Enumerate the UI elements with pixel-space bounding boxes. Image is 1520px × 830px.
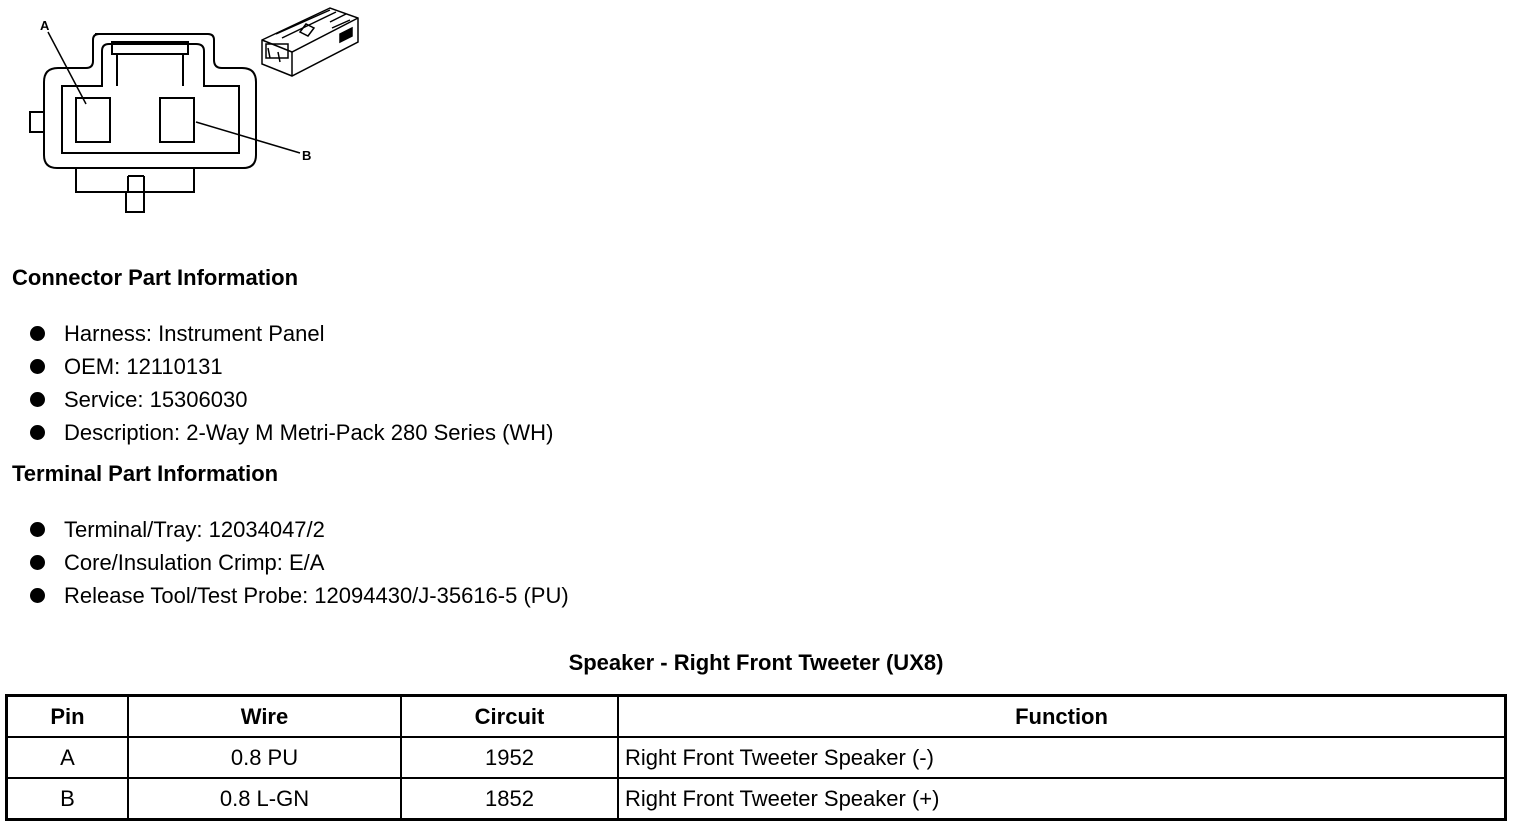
cell-wire: 0.8 L-GN: [128, 778, 401, 820]
list-item: Description: 2-Way M Metri-Pack 280 Series (WH): [28, 416, 553, 449]
callout-a-label: A: [40, 18, 50, 33]
callout-b-leader: [196, 122, 300, 153]
list-item: Release Tool/Test Probe: 12094430/J-35616-5 (PU): [28, 579, 569, 612]
cell-circuit: 1952: [401, 737, 618, 778]
callout-b-label: B: [302, 148, 312, 163]
bullet-icon: [30, 392, 45, 407]
cell-wire: 0.8 PU: [128, 737, 401, 778]
column-header-wire: Wire: [128, 696, 401, 738]
connector-isometric-icon: [262, 8, 358, 76]
cell-pin: B: [7, 778, 129, 820]
cavity-b: [160, 98, 194, 142]
column-header-circuit: Circuit: [401, 696, 618, 738]
table-row: [7, 778, 1506, 820]
bullet-icon: [30, 522, 45, 537]
terminal-info-list: [28, 513, 569, 612]
bullet-icon: [30, 359, 45, 374]
terminal-info-heading: Terminal Part Information: [12, 461, 279, 486]
connector-side-tab: [30, 112, 44, 132]
list-item: OEM: 12110131: [28, 350, 553, 383]
list-item: Core/Insulation Crimp: E/A: [28, 546, 569, 579]
cell-pin: A: [7, 737, 129, 778]
connector-bottom-skirt: [76, 168, 194, 192]
column-header-function: Function: [618, 696, 1506, 738]
bullet-icon: [30, 555, 45, 570]
column-header-pin: Pin: [7, 696, 129, 738]
table-row: [7, 737, 1506, 778]
connector-info-list: [28, 317, 553, 449]
table-header-row: [7, 696, 1506, 738]
cell-function: Right Front Tweeter Speaker (+): [618, 778, 1506, 820]
bullet-icon: [30, 588, 45, 603]
cell-function: Right Front Tweeter Speaker (-): [618, 737, 1506, 778]
pin-table: [5, 694, 1507, 821]
connector-diagram: [0, 0, 400, 230]
bullet-icon: [30, 326, 45, 341]
cell-circuit: 1852: [401, 778, 618, 820]
list-item: Service: 15306030: [28, 383, 553, 416]
cavity-a: [76, 98, 110, 142]
list-item: Harness: Instrument Panel: [28, 317, 553, 350]
connector-bottom-key: [126, 192, 144, 212]
pin-table-title: Speaker - Right Front Tweeter (UX8): [568, 650, 944, 675]
bullet-icon: [30, 425, 45, 440]
list-item: Terminal/Tray: 12034047/2: [28, 513, 569, 546]
connector-info-heading: Connector Part Information: [12, 265, 299, 290]
